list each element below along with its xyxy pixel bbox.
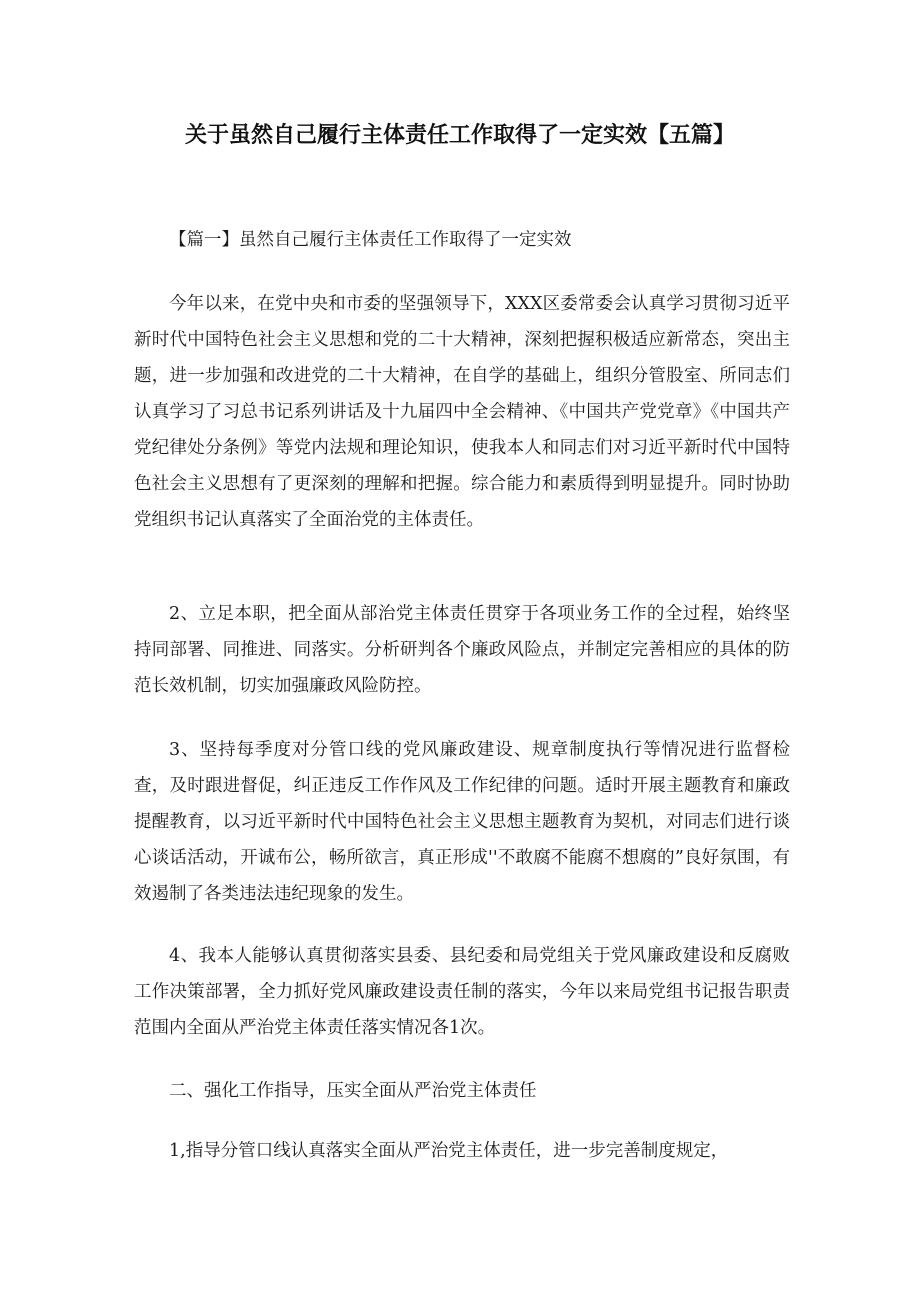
- section-heading-two: 二、强化工作指导，压实全面从严治党主体责任: [169, 1081, 537, 1101]
- paragraph-sub-item-1: 1,指导分管口线认真落实全面从严治党主体责任，进一步完善制度规定，: [169, 1141, 729, 1161]
- paragraph-item-3: 3、坚持每季度对分管口线的党风廉政建设、规章制度执行等情况进行监督检查，及时跟进督促，纠正违反工作作风及工作纪律的问题。适时开展主题教育和廉政提醒教育，以习近平新时代中国特色社会主义思想主题教育为契机，对同志们进行谈心谈话活动，开诚布公，畅所欲言，真正形成''不敢腐不能腐不想腐的”良好氛围，有效遏制了各类违法违纪现象的发生。: [134, 740, 790, 904]
- document-title: 关于虽然自己履行主体责任工作取得了一定实效【五篇】: [184, 123, 735, 148]
- section-heading-part-one: 【篇一】虽然自己履行主体责任工作取得了一定实效: [169, 230, 572, 250]
- paragraph-intro: 今年以来，在党中央和市委的坚强领导下，XXX区委常委会认真学习贯彻习近平新时代中国特色社会主义思想和党的二十大精神，深刻把握积极适应新常态，突出主题，进一步加强和改进党的二十大精神，在自学的基础上，组织分管股室、所同志们认真学习了习总书记系列讲话及十九届四中全会精神、《中国共产党党章》《中国共产党纪律处分条例》等党内法规和理论知识，使我本人和同志们对习近平新时代中国特色社会主义思想有了更深刻的理解和把握。综合能力和素质得到明显提升。同时协助党组织书记认真落实了全面治党的主体责任。: [134, 294, 790, 530]
- paragraph-item-4: 4、我本人能够认真贯彻落实县委、县纪委和局党组关于党风廉政建设和反腐败工作决策部署，全力抓好党风廉政建设责任制的落实，今年以来局党组书记报告职责范围内全面从严治党主体责任落实情况各1次。: [134, 946, 790, 1038]
- paragraph-item-2: 2、立足本职，把全面从部治党主体责任贯穿于各项业务工作的全过程，始终坚持同部署、同推进、同落实。分析研判各个廉政风险点，并制定完善相应的具体的防范长效机制，切实加强廉政风险防控。: [134, 604, 790, 696]
